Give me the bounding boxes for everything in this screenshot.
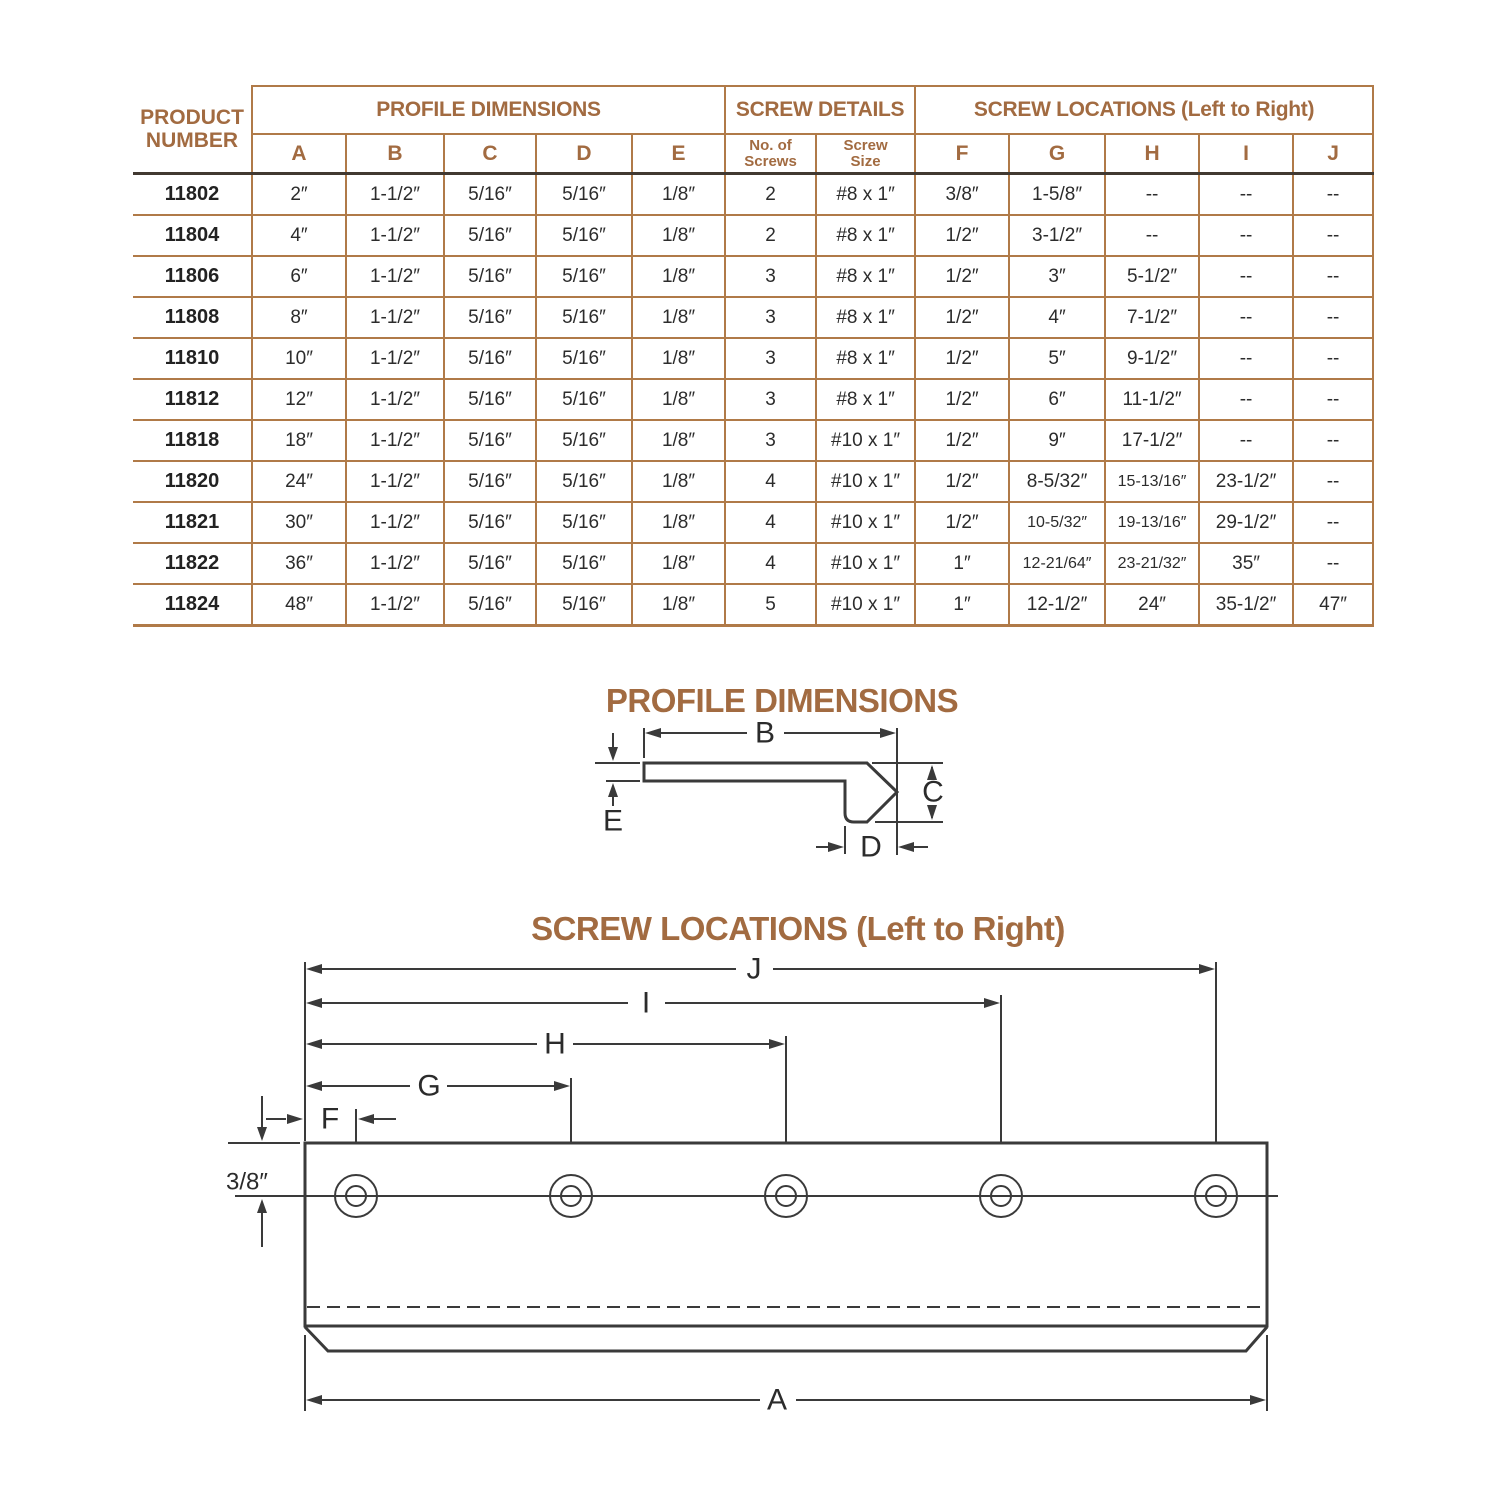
spec-cell: 4 [725, 461, 816, 502]
spec-cell: 1/8″ [632, 461, 725, 502]
spec-cell: 5/16″ [536, 297, 632, 338]
product-number-cell: 11808 [133, 297, 252, 338]
spec-cell: 7-1/2″ [1105, 297, 1199, 338]
spec-cell: 1-1/2″ [346, 379, 444, 420]
table-row [133, 461, 1373, 502]
col-header-h: H [1105, 134, 1199, 174]
spec-cell: 30″ [252, 502, 346, 543]
spec-cell: 3″ [1009, 256, 1105, 297]
spec-cell: 5″ [1009, 338, 1105, 379]
spec-cell: 5/16″ [444, 543, 536, 584]
spec-cell: 5/16″ [444, 297, 536, 338]
spec-cell: 2 [725, 215, 816, 256]
spec-cell: 12″ [252, 379, 346, 420]
spec-cell: 1/8″ [632, 297, 725, 338]
spec-cell: 5/16″ [536, 174, 632, 216]
spec-cell: 1/8″ [632, 256, 725, 297]
spec-cell: 5/16″ [536, 584, 632, 626]
dimension-label-d: D [860, 830, 882, 864]
dimension-a [305, 1335, 1267, 1417]
spec-cell: 3 [725, 420, 816, 461]
spec-cell: 1-1/2″ [346, 256, 444, 297]
bar-outline [305, 1143, 1267, 1326]
spec-cell: 5/16″ [536, 215, 632, 256]
spec-cell: -- [1293, 297, 1373, 338]
dimension-label-f: F [320, 1102, 340, 1136]
screw-locations-diagram [220, 950, 1400, 1420]
product-number-cell: 11818 [133, 420, 252, 461]
spec-cell: 10″ [252, 338, 346, 379]
spec-cell: #8 x 1″ [816, 379, 915, 420]
product-number-cell: 11822 [133, 543, 252, 584]
spec-cell: -- [1199, 256, 1293, 297]
spec-cell: 47″ [1293, 584, 1373, 626]
group-header-screw-details: SCREW DETAILS [725, 86, 915, 134]
profile-dimensions-title: PROFILE DIMENSIONS [605, 682, 959, 719]
table-row [133, 584, 1373, 626]
spec-cell: 5/16″ [536, 502, 632, 543]
spec-cell: 6″ [252, 256, 346, 297]
spec-cell: -- [1293, 215, 1373, 256]
screw-size-line1: Screw [843, 136, 888, 154]
spec-cell: 9-1/2″ [1105, 338, 1199, 379]
spec-cell: 17-1/2″ [1105, 420, 1199, 461]
product-number-cell: 11810 [133, 338, 252, 379]
spec-cell: 1″ [915, 543, 1009, 584]
dimension-label-c: C [922, 775, 944, 809]
profile-outline [644, 763, 897, 822]
spec-cell: 3 [725, 297, 816, 338]
col-header-j: J [1293, 134, 1373, 174]
spec-cell: 11-1/2″ [1105, 379, 1199, 420]
spec-cell: 5/16″ [536, 420, 632, 461]
spec-cell: -- [1199, 297, 1293, 338]
group-header-screw-locations: SCREW LOCATIONS (Left to Right) [915, 86, 1373, 134]
col-header-no-of-screws [725, 134, 816, 174]
spec-cell: 24″ [252, 461, 346, 502]
spec-cell: 5/16″ [536, 379, 632, 420]
spec-cell: 1-1/2″ [346, 420, 444, 461]
spec-cell: 3 [725, 338, 816, 379]
profile-dimensions-diagram [560, 670, 980, 880]
col-header-d: D [536, 134, 632, 174]
spec-cell: 1/8″ [632, 174, 725, 216]
spec-cell: 1/2″ [915, 379, 1009, 420]
product-number-cell: 11821 [133, 502, 252, 543]
col-header-b: B [346, 134, 444, 174]
product-number-cell: 11806 [133, 256, 252, 297]
spec-cell: 1-1/2″ [346, 502, 444, 543]
col-header-g: G [1009, 134, 1105, 174]
spec-cell: 1/8″ [632, 543, 725, 584]
dimension-label-e: E [602, 804, 624, 838]
spec-cell: -- [1199, 338, 1293, 379]
col-header-i: I [1199, 134, 1293, 174]
table-row [133, 379, 1373, 420]
spec-cell: #8 x 1″ [816, 256, 915, 297]
spec-cell: 23-21/32″ [1105, 543, 1199, 584]
col-header-screw-size [816, 134, 915, 174]
spec-cell: #10 x 1″ [816, 502, 915, 543]
spec-cell: #8 x 1″ [816, 297, 915, 338]
product-header-line1: PRODUCT [140, 106, 244, 129]
table-row [133, 215, 1373, 256]
product-number-cell: 11820 [133, 461, 252, 502]
spec-cell: 12-1/2″ [1009, 584, 1105, 626]
spec-cell: 5 [725, 584, 816, 626]
spec-cell: 1/2″ [915, 461, 1009, 502]
spec-cell: 4″ [1009, 297, 1105, 338]
spec-cell: -- [1293, 461, 1373, 502]
spec-cell: 1/2″ [915, 502, 1009, 543]
spec-cell: 6″ [1009, 379, 1105, 420]
spec-cell: 1/2″ [915, 215, 1009, 256]
spec-cell: 5/16″ [536, 256, 632, 297]
spec-cell: -- [1293, 256, 1373, 297]
spec-cell: 1/8″ [632, 379, 725, 420]
spec-cell: 1/8″ [632, 215, 725, 256]
spec-cell: 35″ [1199, 543, 1293, 584]
table-row [133, 297, 1373, 338]
spec-cell: 2 [725, 174, 816, 216]
spec-cell: -- [1293, 420, 1373, 461]
spec-cell: 5/16″ [444, 174, 536, 216]
col-header-c: C [444, 134, 536, 174]
spec-cell: -- [1105, 174, 1199, 216]
dimension-label-a: A [766, 1383, 788, 1417]
spec-cell: 1-5/8″ [1009, 174, 1105, 216]
group-header-row [133, 86, 1373, 134]
spec-cell: 3/8″ [915, 174, 1009, 216]
spec-cell: #8 x 1″ [816, 215, 915, 256]
table-row [133, 502, 1373, 543]
table-row [133, 174, 1373, 216]
dimension-label-g: G [417, 1069, 441, 1103]
spec-cell: #10 x 1″ [816, 543, 915, 584]
spec-cell: -- [1199, 174, 1293, 216]
product-number-cell: 11824 [133, 584, 252, 626]
spec-cell: 5/16″ [536, 461, 632, 502]
screw-size-line2: Size [850, 152, 881, 170]
spec-cell: 2″ [252, 174, 346, 216]
spec-table-body [133, 174, 1373, 626]
spec-cell: -- [1105, 215, 1199, 256]
product-number-header [133, 86, 252, 174]
dimension-label-offset: 3/8″ [226, 1168, 268, 1196]
spec-cell: 24″ [1105, 584, 1199, 626]
spec-cell: 1-1/2″ [346, 584, 444, 626]
spec-cell: 18″ [252, 420, 346, 461]
spec-cell: -- [1293, 174, 1373, 216]
spec-cell: 9″ [1009, 420, 1105, 461]
dimension-e [595, 733, 640, 838]
col-header-f: F [915, 134, 1009, 174]
spec-cell: 1/8″ [632, 420, 725, 461]
spec-cell: 35-1/2″ [1199, 584, 1293, 626]
product-header-line2: NUMBER [145, 129, 239, 152]
spec-cell: 5/16″ [536, 543, 632, 584]
dimension-label-j: J [746, 952, 762, 986]
spec-cell: 3 [725, 379, 816, 420]
table-row [133, 543, 1373, 584]
dimension-label-h: H [544, 1027, 566, 1061]
no-of-screws-line1: No. of [749, 136, 792, 154]
spec-cell: 5/16″ [444, 215, 536, 256]
spec-cell: 1/8″ [632, 584, 725, 626]
spec-cell: #8 x 1″ [816, 338, 915, 379]
dimension-label-b: B [754, 716, 776, 750]
spec-cell: 5/16″ [444, 420, 536, 461]
spec-cell: 3 [725, 256, 816, 297]
spec-cell: 1-1/2″ [346, 543, 444, 584]
spec-cell: 36″ [252, 543, 346, 584]
table-row [133, 338, 1373, 379]
spec-cell: 10-5/32″ [1009, 502, 1105, 543]
spec-cell: 5/16″ [536, 338, 632, 379]
spec-cell: -- [1293, 338, 1373, 379]
bottom-bevel [305, 1327, 1267, 1351]
spec-cell: 48″ [252, 584, 346, 626]
spec-cell: 12-21/64″ [1009, 543, 1105, 584]
spec-cell: 19-13/16″ [1105, 502, 1199, 543]
spec-cell: 1-1/2″ [346, 461, 444, 502]
spec-cell: 1-1/2″ [346, 215, 444, 256]
dimension-label-i: I [641, 986, 651, 1020]
spec-cell: -- [1199, 215, 1293, 256]
spec-cell: -- [1199, 420, 1293, 461]
column-header-row [133, 134, 1373, 174]
spec-cell: 5/16″ [444, 584, 536, 626]
product-number-cell: 11812 [133, 379, 252, 420]
spec-cell: 5/16″ [444, 256, 536, 297]
spec-cell: -- [1293, 379, 1373, 420]
table-row [133, 256, 1373, 297]
spec-cell: -- [1293, 502, 1373, 543]
spec-cell: 4 [725, 502, 816, 543]
screw-locations-title: SCREW LOCATIONS (Left to Right) [531, 910, 1065, 947]
group-header-profile-dimensions: PROFILE DIMENSIONS [252, 86, 725, 134]
spec-cell: 5/16″ [444, 379, 536, 420]
product-number-cell: 11802 [133, 174, 252, 216]
spec-cell: #10 x 1″ [816, 584, 915, 626]
spec-cell: 3-1/2″ [1009, 215, 1105, 256]
spec-cell: 23-1/2″ [1199, 461, 1293, 502]
spec-cell: 1-1/2″ [346, 297, 444, 338]
spec-cell: 1/2″ [915, 256, 1009, 297]
col-header-e: E [632, 134, 725, 174]
spec-cell: 1″ [915, 584, 1009, 626]
spec-cell: 29-1/2″ [1199, 502, 1293, 543]
spec-cell: 1/2″ [915, 297, 1009, 338]
spec-cell: 5-1/2″ [1105, 256, 1199, 297]
col-header-a: A [252, 134, 346, 174]
spec-cell: 1/8″ [632, 502, 725, 543]
spec-cell: 8″ [252, 297, 346, 338]
spec-cell: 15-13/16″ [1105, 461, 1199, 502]
table-row [133, 420, 1373, 461]
spec-cell: 1-1/2″ [346, 174, 444, 216]
spec-table [133, 85, 1374, 627]
spec-cell: 1-1/2″ [346, 338, 444, 379]
spec-cell: 1/2″ [915, 338, 1009, 379]
spec-cell: #10 x 1″ [816, 461, 915, 502]
spec-cell: #10 x 1″ [816, 420, 915, 461]
dimension-d [816, 826, 928, 864]
spec-cell: -- [1293, 543, 1373, 584]
spec-cell: 1/2″ [915, 420, 1009, 461]
no-of-screws-line2: Screws [744, 152, 797, 170]
spec-cell: -- [1199, 379, 1293, 420]
spec-cell: 4 [725, 543, 816, 584]
spec-cell: 5/16″ [444, 461, 536, 502]
spec-cell: #8 x 1″ [816, 174, 915, 216]
spec-cell: 8-5/32″ [1009, 461, 1105, 502]
spec-cell: 5/16″ [444, 338, 536, 379]
spec-cell: 1/8″ [632, 338, 725, 379]
product-number-cell: 11804 [133, 215, 252, 256]
spec-cell: 4″ [252, 215, 346, 256]
spec-cell: 5/16″ [444, 502, 536, 543]
